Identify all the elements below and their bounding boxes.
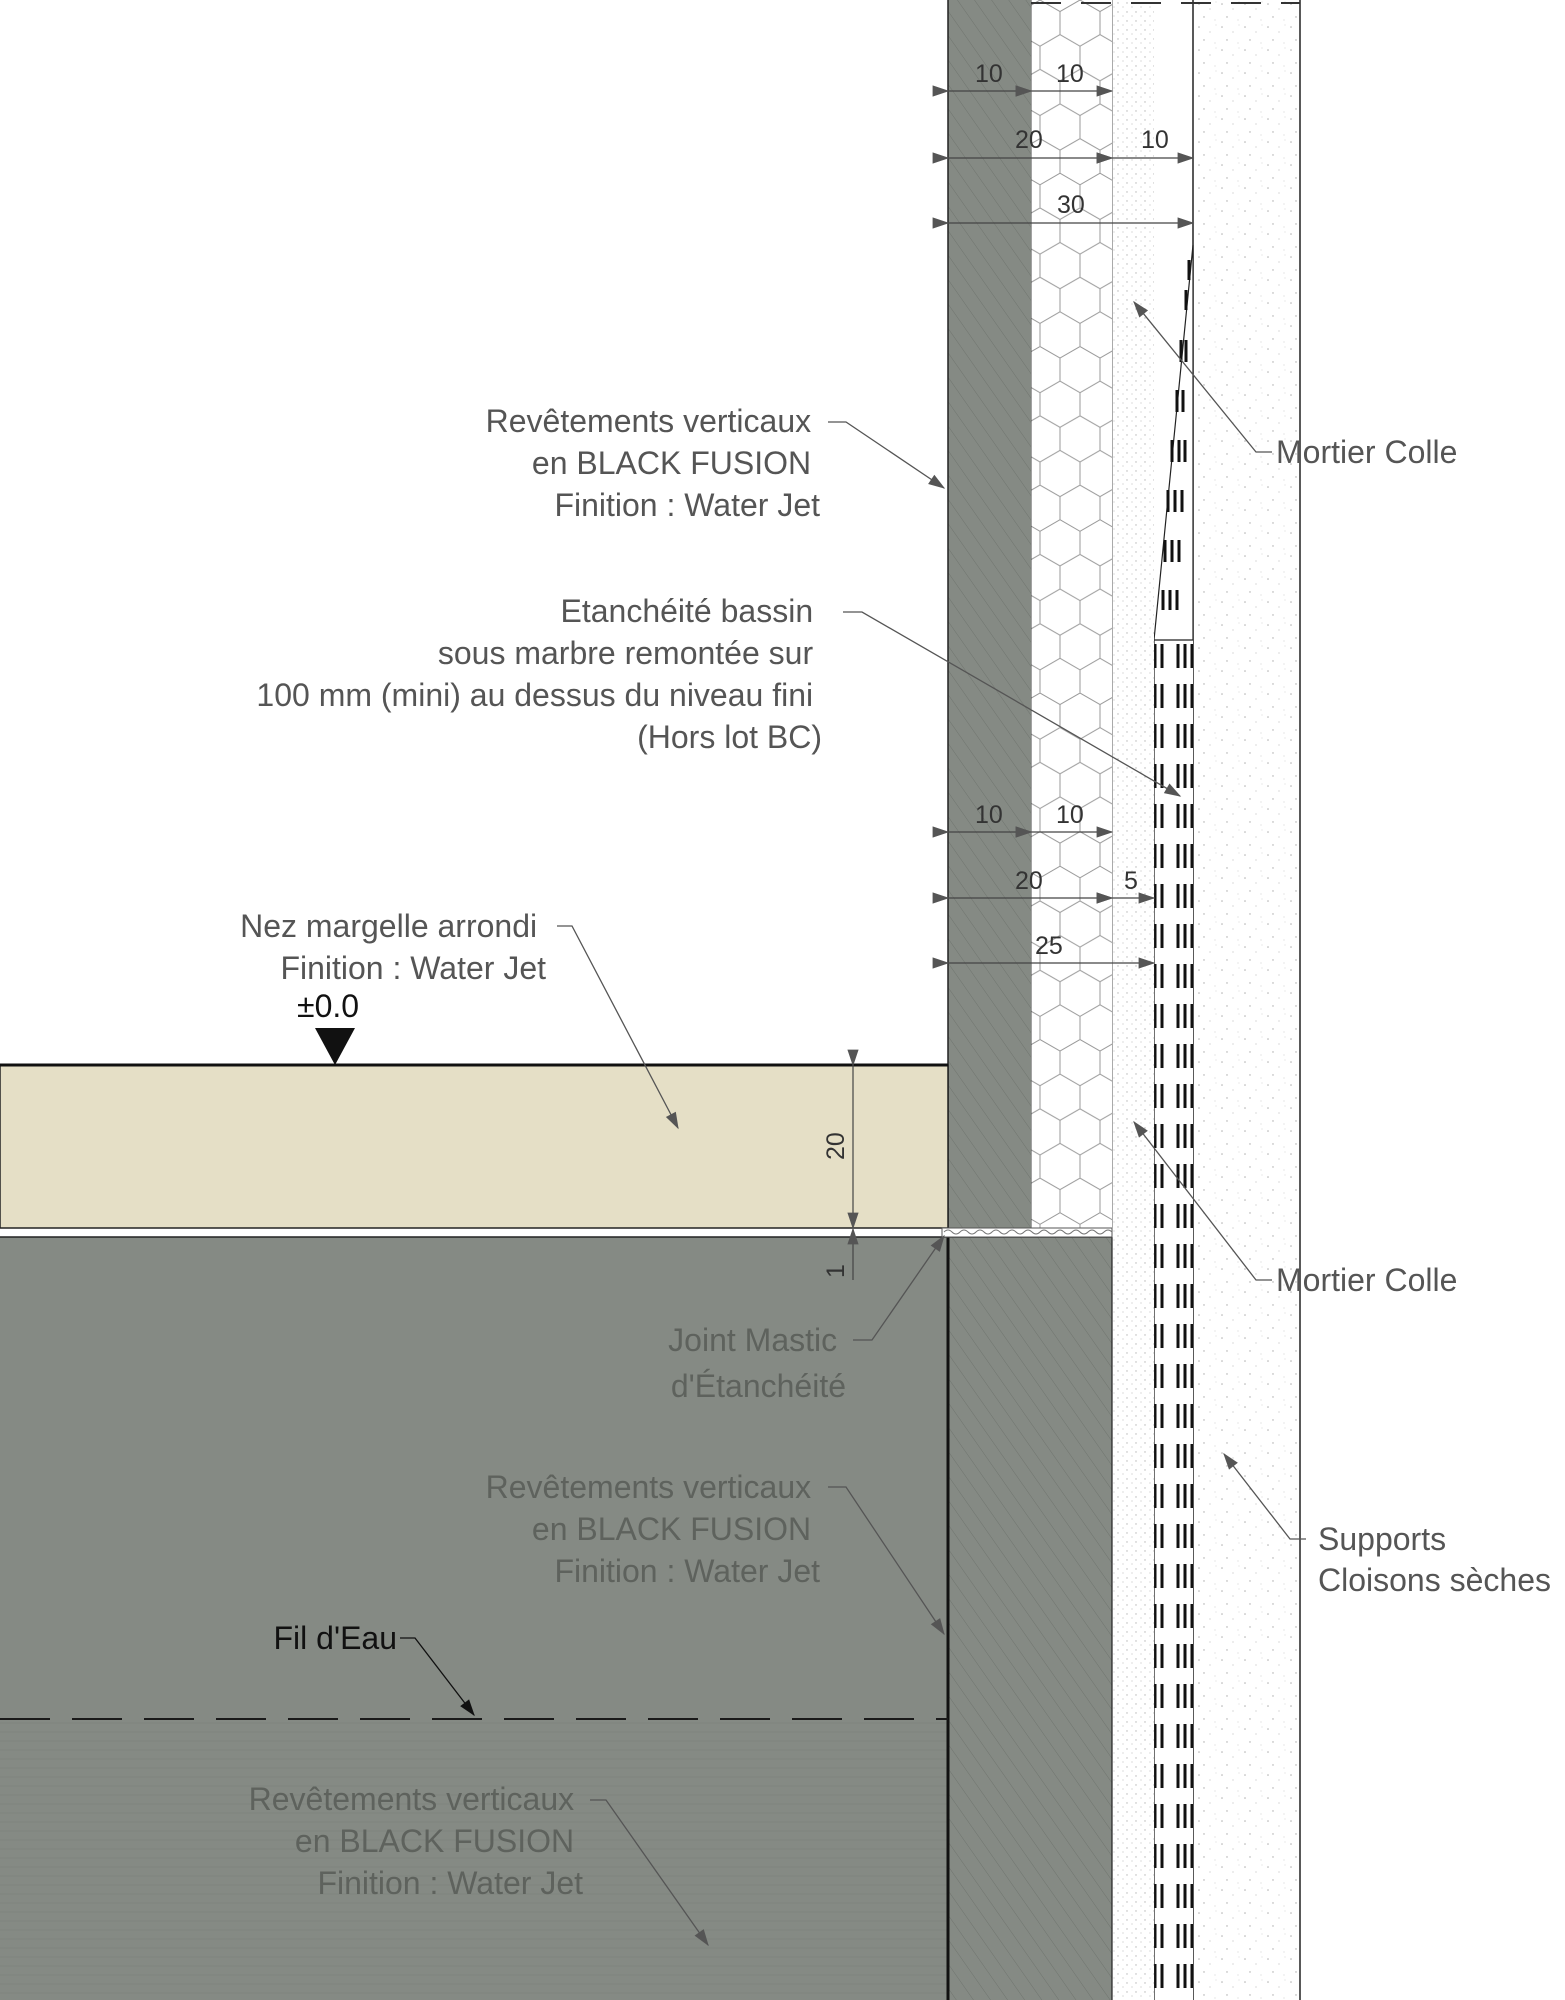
label-supports: Supports Cloisons sèches (1318, 1521, 1551, 1598)
coping-stone (0, 1065, 948, 1228)
dim-gap: 1 (822, 1264, 850, 1278)
label-water-level: Fil d'Eau (273, 1620, 397, 1656)
dim-top-e: 30 (1057, 191, 1085, 219)
sealant-joint (942, 1228, 1112, 1237)
label-sealant-joint: Joint Mastic d'Étanchéité (668, 1322, 846, 1404)
label-coping-nose: Nez margelle arrondi Finition : Water Jet (240, 908, 546, 986)
label-cladding-top: Revêtements verticaux en BLACK FUSION Finition : Water Jet (485, 403, 820, 523)
label-mortar-top: Mortier Colle (1276, 434, 1458, 470)
dim-mid-a: 10 (975, 801, 1003, 829)
level-marker-label: ±0.0 (297, 988, 360, 1024)
dim-top-a: 10 (975, 60, 1003, 88)
label-mortar-bottom: Mortier Colle (1276, 1262, 1458, 1298)
label-waterproofing: Etanchéité bassin sous marbre remontée sur 100 mm (mini) au dessus du niveau fini (Hors lot BC) (256, 593, 822, 755)
dim-slab: 20 (822, 1132, 850, 1160)
dim-top-d: 10 (1141, 126, 1169, 154)
label-cladding-low: Revêtements verticaux en BLACK FUSION Finition : Water Jet (248, 1781, 583, 1901)
dim-mid-c: 20 (1015, 867, 1043, 895)
dim-mid-e: 25 (1035, 932, 1063, 960)
dim-mid-d: 5 (1124, 867, 1138, 895)
label-cladding-mid: Revêtements verticaux en BLACK FUSION Finition : Water Jet (485, 1469, 820, 1589)
dim-top-c: 20 (1015, 126, 1043, 154)
dim-top-b: 10 (1056, 60, 1084, 88)
dim-mid-b: 10 (1056, 801, 1084, 829)
